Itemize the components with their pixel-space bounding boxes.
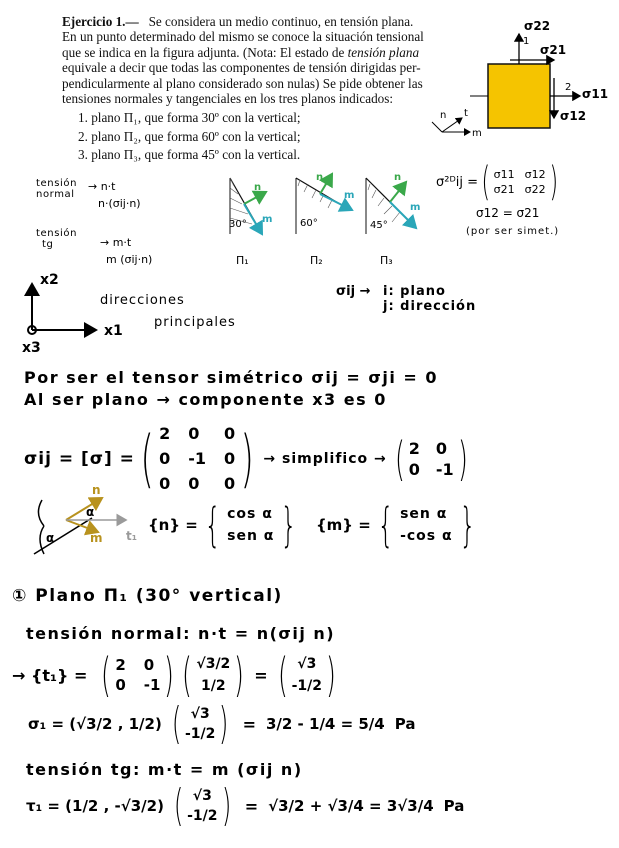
sigma-definition	[336, 284, 476, 314]
n-vector: {n} = { cos α sen α }	[148, 498, 298, 552]
statement-plane: Al ser plano → componente x3 es 0	[24, 390, 387, 409]
section1-tg-line: tensión tg: m·t = m (σij n)	[26, 760, 303, 779]
plane-pi2	[296, 172, 354, 267]
sigma-def-i: i: plano	[383, 284, 446, 299]
exercise-line-2: En un punto determinado del mismo se conoce la situación tensional	[62, 29, 424, 45]
exercise-statement	[62, 14, 450, 163]
pi3-m: m	[410, 202, 421, 213]
tensor-matrix-3x3: 2 0 0 0 -1 0 0 0 0	[159, 424, 236, 493]
sigma-def-lhs: σij →	[336, 284, 371, 299]
exercise-item: 1. plano Π₁, que forma 30º con la vertical;	[78, 110, 301, 126]
tensor-matrix-2x2: 2 0 0 -1	[408, 438, 454, 479]
pi1-m: m	[262, 214, 273, 225]
label-one: 1	[523, 36, 530, 47]
section1-normal-line: tensión normal: n·t = n(σij n)	[26, 624, 336, 643]
exercise-line-3: que se indica en la figura adjunta. (Nota: El estado de tensión plana	[62, 44, 420, 60]
tau1-row: τ₁ = (1/2 , -√3/2) ( √3 -1/2 ) = √3/2 + √3/4 = 3√3/4 Pa	[26, 780, 465, 831]
section1-heading: ① Plano Π₁ (30° vertical)	[12, 586, 283, 606]
label-m: m	[472, 128, 482, 139]
principal-directions: direcciones principales	[100, 293, 236, 330]
pi2-n: n	[316, 172, 324, 183]
tension-tg-note: tensión tg	[36, 228, 78, 250]
sigma2d-matrix: σ11 σ12 σ21 σ22	[493, 168, 546, 196]
tensor-lhs: σij = [σ] =	[24, 448, 135, 469]
vec-n-label: n	[92, 484, 101, 497]
alpha-top: α	[86, 505, 95, 519]
exercise-item: 3. plano Π₃, que forma 45º con la vertical.	[78, 147, 301, 163]
label-two: 2	[565, 82, 572, 93]
label-s11: σ11	[582, 87, 609, 101]
symmetry-note: σ12 = σ21	[476, 206, 540, 220]
exercise-item: 2. plano Π₂, que forma 60º con la vertical;	[78, 128, 301, 144]
exercise-line-4: equivale a decir que todas las componentes de tensión dirigidas per-	[62, 60, 421, 76]
label-n: n	[440, 110, 447, 121]
exercise-items	[62, 110, 450, 162]
tension-normal-note: tensión normal	[36, 178, 78, 200]
pi1-angle: 30°	[229, 219, 247, 230]
normal-expression: → n·t n·(σij·n)	[88, 180, 141, 210]
pi2-label: Π₂	[310, 254, 323, 267]
axis-x3: x3	[22, 340, 41, 356]
sigma-def-j: j: dirección	[383, 299, 477, 314]
simplify-arrow: → simplifico →	[263, 450, 387, 467]
pi3-angle: 45°	[370, 220, 388, 231]
tg-expression: → m·t m (σij·n)	[100, 236, 153, 266]
vec-m-label: m	[90, 531, 103, 545]
exercise-line-1: Ejercicio 1.— Se considera un medio continuo, en tensión plana.	[62, 14, 414, 29]
alpha-vectors-figure	[30, 484, 150, 564]
m-vector: {m} = { sen α -cos α }	[316, 498, 476, 552]
plane-pi3	[366, 172, 420, 267]
pi3-label: Π₃	[380, 254, 393, 267]
t1-row: → {t₁} = ( 2 0 0 -1 ) ( √3/2 1/2 ) = ( √3 -1/2 )	[12, 648, 336, 702]
axis-x1: x1	[104, 323, 123, 339]
label-s22: σ22	[524, 19, 551, 33]
plane-pi1	[229, 178, 272, 267]
sigma2d-label: σ²ᴰij =	[436, 174, 479, 190]
label-t: t	[464, 108, 468, 119]
statement-symmetric: Por ser el tensor simétrico σij = σji = 0	[24, 368, 438, 387]
tensor-row: σij = [σ] = ( 2 0 0 0 -1 0 0 0 0 ) → simplifico → ( 2 0 0 -1 )	[24, 421, 468, 495]
vec-t-label: t₁	[126, 529, 137, 543]
t1-matrix: 2 0 0 -1	[115, 656, 161, 694]
label-s12: σ12	[560, 109, 587, 123]
pi3-n: n	[394, 172, 402, 183]
planes-figure	[220, 170, 430, 270]
exercise-line-5: pendicularmente al plano considerado son nulas) Se pide obtener las	[62, 75, 423, 91]
alpha-left: α	[46, 531, 55, 545]
pi2-angle: 60°	[300, 218, 318, 229]
sigma2d-notes: σ²ᴰij = ( σ11 σ12 σ21 σ22 ) σ12 = σ21 (por ser simet.)	[436, 162, 616, 237]
exercise-line-6: tensiones normales y tangenciales en los tres planos indicados:	[62, 91, 394, 107]
sigma1-row: σ₁ = (√3/2 , 1/2) ( √3 -1/2 ) = 3/2 - 1/4 = 5/4 Pa	[28, 698, 416, 749]
axis-x2: x2	[40, 272, 59, 288]
stress-element-figure	[430, 0, 619, 150]
pi1-n: n	[254, 182, 262, 193]
label-s21: σ21	[540, 43, 567, 57]
pi2-m: m	[344, 190, 355, 201]
italic-term: tensión plana	[347, 44, 420, 60]
pi1-label: Π₁	[236, 254, 249, 267]
stress-square	[488, 64, 550, 128]
exercise-title: Ejercicio 1.—	[62, 14, 139, 29]
symmetry-reason: (por ser simet.)	[466, 226, 560, 237]
